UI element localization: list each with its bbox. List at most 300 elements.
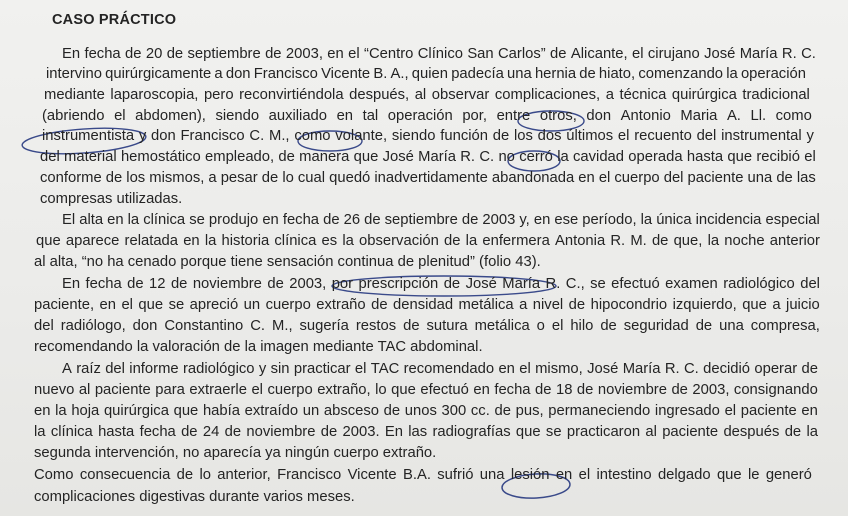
word: extraño, bbox=[317, 382, 371, 398]
word: le bbox=[747, 467, 760, 483]
word: no bbox=[498, 149, 515, 165]
text-line: recomendando la valoración de la imagen mediante TAC abdominal. bbox=[34, 339, 483, 355]
text-line bbox=[62, 359, 818, 379]
word: en bbox=[107, 212, 124, 228]
word: había bbox=[202, 403, 240, 419]
word: en bbox=[533, 212, 551, 228]
word: de bbox=[166, 46, 184, 62]
word: Antonio bbox=[620, 108, 671, 124]
word: absceso bbox=[323, 403, 380, 419]
word: conforme bbox=[40, 170, 102, 186]
word: de bbox=[125, 46, 142, 62]
text-line bbox=[42, 106, 812, 126]
word: densidad bbox=[393, 297, 454, 313]
word: hiato, bbox=[598, 66, 636, 82]
word: que bbox=[391, 382, 416, 398]
word: material bbox=[64, 149, 117, 165]
word: inadvertidamente bbox=[374, 170, 488, 186]
word: cual bbox=[297, 170, 326, 186]
word: mismo, bbox=[535, 361, 583, 377]
word: reconvirtiéndola bbox=[239, 87, 344, 103]
word: del bbox=[105, 361, 125, 377]
word: pesar bbox=[220, 170, 258, 186]
word: que bbox=[716, 467, 742, 483]
word: de bbox=[127, 276, 144, 292]
word: tal bbox=[362, 108, 379, 124]
document-title: CASO PRÁCTICO bbox=[52, 12, 177, 28]
word: después, bbox=[349, 87, 410, 103]
word: cuerpo bbox=[267, 382, 313, 398]
word: paciente bbox=[662, 424, 719, 440]
word: en bbox=[498, 361, 515, 377]
word: la bbox=[342, 233, 354, 249]
word: especial bbox=[765, 212, 820, 228]
word: C. bbox=[249, 128, 265, 144]
word: a bbox=[519, 297, 528, 313]
word: Clínico bbox=[417, 46, 463, 62]
word: de bbox=[383, 403, 401, 419]
word: operación bbox=[387, 108, 453, 124]
word: y bbox=[138, 128, 147, 144]
word: de bbox=[461, 212, 479, 228]
word: A., bbox=[390, 66, 409, 82]
word: una bbox=[507, 66, 532, 82]
word: dos bbox=[537, 128, 562, 144]
word: clínica bbox=[50, 424, 93, 440]
word: clínica bbox=[274, 233, 317, 249]
word: de bbox=[320, 424, 338, 440]
word: radiológico bbox=[723, 276, 795, 292]
word: observación bbox=[359, 233, 439, 249]
word: TAC bbox=[370, 361, 400, 377]
text-line bbox=[34, 316, 820, 336]
word: C. bbox=[801, 46, 816, 62]
word: Maria bbox=[680, 108, 718, 124]
word: 12 bbox=[149, 276, 166, 292]
word: o bbox=[536, 318, 545, 334]
word: del bbox=[800, 276, 820, 292]
word: R. bbox=[664, 361, 680, 377]
word: nuevo bbox=[34, 382, 75, 398]
word: por, bbox=[462, 108, 488, 124]
word: el bbox=[632, 46, 644, 62]
word: 2003, bbox=[285, 46, 323, 62]
word: noche bbox=[724, 233, 765, 249]
text-line bbox=[62, 44, 816, 64]
word: radiografías bbox=[432, 424, 511, 440]
word: noviembre bbox=[192, 276, 262, 292]
word: instrumental bbox=[721, 128, 802, 144]
word: C. bbox=[250, 318, 266, 334]
word: función bbox=[440, 128, 488, 144]
word: Francisco bbox=[277, 467, 342, 483]
word: recibió bbox=[756, 149, 800, 165]
word: anterior, bbox=[217, 467, 271, 483]
word: Constantino bbox=[164, 318, 244, 334]
word: el bbox=[114, 108, 126, 124]
text-line bbox=[46, 64, 806, 84]
text-line bbox=[36, 231, 820, 251]
word: “Centro bbox=[364, 46, 414, 62]
word: don bbox=[225, 66, 251, 82]
word: En bbox=[384, 424, 403, 440]
word: noviembre bbox=[597, 382, 667, 398]
word: única bbox=[656, 212, 692, 228]
word: instrumentista bbox=[42, 128, 135, 144]
word: que bbox=[353, 149, 379, 165]
word: A bbox=[62, 361, 72, 377]
word: raíz bbox=[76, 361, 101, 377]
word: la bbox=[127, 212, 140, 228]
word: a bbox=[605, 87, 614, 103]
word: fecha bbox=[494, 382, 531, 398]
word: de bbox=[671, 382, 688, 398]
word: de bbox=[224, 424, 242, 440]
word: y, bbox=[519, 212, 530, 228]
word: pero bbox=[203, 87, 234, 103]
word: María bbox=[622, 361, 661, 377]
word: a bbox=[772, 297, 781, 313]
word: que bbox=[138, 297, 164, 313]
word: 2003. bbox=[342, 424, 380, 440]
word: el bbox=[251, 382, 263, 398]
word: las bbox=[796, 170, 816, 186]
word: de bbox=[403, 318, 420, 334]
word: relatada bbox=[124, 233, 179, 249]
word: la bbox=[557, 149, 569, 165]
word: (abriendo bbox=[42, 108, 105, 124]
word: del bbox=[40, 149, 60, 165]
word: recomendado bbox=[403, 361, 495, 377]
word: izquierdo, bbox=[672, 297, 737, 313]
text-line bbox=[34, 422, 818, 442]
word: generó bbox=[765, 467, 812, 483]
word: el bbox=[519, 361, 531, 377]
word: extraerle bbox=[189, 382, 247, 398]
word: comenzando bbox=[638, 66, 724, 82]
text-line: complicaciones digestivas durante varios meses. bbox=[34, 489, 355, 505]
text-line bbox=[34, 380, 818, 400]
word: de bbox=[278, 149, 295, 165]
word: noviembre bbox=[246, 424, 316, 440]
word: enfermera bbox=[482, 233, 550, 249]
word: como bbox=[294, 128, 331, 144]
word: hasta bbox=[98, 424, 135, 440]
word: mediante bbox=[44, 87, 105, 103]
word: consecuencia bbox=[79, 467, 171, 483]
word: M., bbox=[272, 318, 293, 334]
word: para bbox=[155, 382, 185, 398]
word: Francisco bbox=[253, 66, 318, 82]
word: C. bbox=[684, 361, 699, 377]
word: es bbox=[321, 233, 338, 249]
word: de bbox=[492, 128, 510, 144]
word: R. bbox=[460, 149, 476, 165]
word: entre bbox=[496, 108, 531, 124]
word: abdomen), bbox=[135, 108, 206, 124]
word: En bbox=[62, 276, 81, 292]
text-line bbox=[42, 126, 814, 146]
text-line bbox=[40, 168, 816, 188]
word: 300 bbox=[441, 403, 467, 419]
word: en bbox=[262, 212, 279, 228]
word: C. bbox=[479, 149, 495, 165]
text-line: compresas utilizadas. bbox=[40, 191, 183, 207]
word: Ll. bbox=[750, 108, 767, 124]
word: recuento bbox=[634, 128, 692, 144]
word: de bbox=[579, 66, 596, 82]
word: R. bbox=[545, 276, 561, 292]
word: el bbox=[551, 318, 564, 334]
word: historia bbox=[221, 233, 270, 249]
word: ingresado bbox=[654, 403, 720, 419]
word: de bbox=[695, 318, 713, 334]
word: una bbox=[719, 318, 744, 334]
word: y bbox=[258, 361, 267, 377]
word: en bbox=[555, 467, 573, 483]
word: la bbox=[55, 403, 67, 419]
word: el bbox=[598, 170, 611, 186]
word: María bbox=[418, 149, 456, 165]
word: paciente bbox=[687, 170, 744, 186]
word: en bbox=[336, 108, 354, 124]
word: el bbox=[348, 46, 360, 62]
word: manera bbox=[299, 149, 350, 165]
word: de bbox=[323, 212, 340, 228]
word: radiológico bbox=[182, 361, 255, 377]
word: los bbox=[126, 170, 146, 186]
word: Francisco bbox=[180, 128, 245, 144]
text-line: segunda intervención, no aparecía ya ningún cuerpo extraño. bbox=[34, 445, 437, 461]
word: al bbox=[78, 382, 91, 398]
word: intestino bbox=[596, 467, 652, 483]
word: los bbox=[513, 128, 533, 144]
word: padecía bbox=[451, 66, 504, 82]
word: lo bbox=[282, 170, 294, 186]
word: ese bbox=[554, 212, 579, 228]
word: El bbox=[62, 212, 76, 228]
word: 18 bbox=[555, 382, 573, 398]
word: de bbox=[801, 361, 818, 377]
word: de bbox=[776, 170, 793, 186]
word: de bbox=[371, 297, 388, 313]
word: M., bbox=[269, 128, 290, 144]
word: últimos bbox=[566, 128, 614, 144]
word: el bbox=[578, 467, 591, 483]
word: informe bbox=[129, 361, 179, 377]
word: el bbox=[121, 297, 133, 313]
word: radiólogo, bbox=[60, 318, 126, 334]
word: pus, bbox=[515, 403, 544, 419]
word: y bbox=[806, 128, 814, 144]
word: de bbox=[265, 46, 282, 62]
word: después bbox=[723, 424, 780, 440]
word: la bbox=[465, 233, 478, 249]
word: de bbox=[444, 233, 461, 249]
word: que bbox=[515, 424, 541, 440]
word: restos bbox=[355, 318, 397, 334]
word: otros, bbox=[539, 108, 577, 124]
word: examen bbox=[665, 276, 718, 292]
word: C., bbox=[565, 276, 585, 292]
word: de bbox=[535, 382, 552, 398]
word: el bbox=[804, 149, 816, 165]
text-line bbox=[34, 401, 818, 421]
word: del bbox=[663, 170, 684, 186]
word: sutura bbox=[426, 318, 468, 334]
word: septiembre bbox=[187, 46, 261, 62]
word: observar bbox=[431, 87, 490, 103]
word: don bbox=[151, 128, 176, 144]
word: R. bbox=[781, 46, 797, 62]
word: se bbox=[168, 297, 185, 313]
word: empleado, bbox=[205, 149, 275, 165]
word: anterior bbox=[769, 233, 820, 249]
word: la bbox=[34, 424, 46, 440]
word: B.A. bbox=[402, 467, 431, 483]
word: sugería bbox=[299, 318, 349, 334]
word: incidencia bbox=[695, 212, 762, 228]
word: practicaron bbox=[566, 424, 641, 440]
word: en bbox=[473, 382, 490, 398]
word: fecha bbox=[139, 424, 176, 440]
word: un bbox=[302, 403, 320, 419]
word: cc. bbox=[470, 403, 490, 419]
word: Alicante, bbox=[570, 46, 628, 62]
word: de bbox=[651, 233, 669, 249]
word: 24 bbox=[202, 424, 220, 440]
word: del bbox=[34, 318, 54, 334]
word: que bbox=[173, 403, 199, 419]
word: operación bbox=[740, 66, 806, 82]
word: la bbox=[204, 233, 217, 249]
word: que bbox=[742, 297, 767, 313]
word: al bbox=[414, 87, 427, 103]
word: una bbox=[479, 467, 505, 483]
word: de bbox=[576, 382, 594, 398]
word: José bbox=[587, 361, 619, 377]
word: septiembre bbox=[384, 212, 458, 228]
word: José bbox=[465, 276, 497, 292]
word: apreció bbox=[189, 297, 239, 313]
word: volante, bbox=[335, 128, 388, 144]
word: José bbox=[382, 149, 414, 165]
word: metálica bbox=[458, 297, 514, 313]
word: consignando bbox=[733, 382, 818, 398]
word: Vicente bbox=[347, 467, 397, 483]
word: hemostático bbox=[120, 149, 201, 165]
word: la bbox=[707, 233, 720, 249]
word: practicar bbox=[293, 361, 351, 377]
word: que bbox=[727, 149, 753, 165]
word: quedó bbox=[329, 170, 371, 186]
word: lesión bbox=[510, 467, 550, 483]
word: a bbox=[208, 170, 217, 186]
word: Vicente bbox=[321, 66, 371, 82]
word: el bbox=[724, 403, 737, 419]
text-line bbox=[34, 465, 812, 485]
word: se bbox=[545, 424, 562, 440]
word: en bbox=[34, 403, 51, 419]
word: la bbox=[806, 424, 818, 440]
word: cirujano bbox=[647, 46, 700, 62]
word: sin bbox=[270, 361, 290, 377]
word: lo bbox=[199, 467, 211, 483]
word: las bbox=[408, 424, 428, 440]
word: complicaciones, bbox=[494, 87, 601, 103]
word: de bbox=[784, 424, 802, 440]
word: una bbox=[747, 170, 773, 186]
word: de bbox=[176, 467, 194, 483]
word: cuerpo bbox=[614, 170, 660, 186]
word: 20 bbox=[145, 46, 163, 62]
word: 2003 bbox=[482, 212, 516, 228]
word: de bbox=[550, 46, 567, 62]
word: quirúrgica bbox=[671, 87, 737, 103]
word: mismos, bbox=[149, 170, 205, 186]
word: paciente bbox=[740, 403, 797, 419]
word: de bbox=[600, 318, 617, 334]
word: 2003, bbox=[289, 276, 327, 292]
word: que bbox=[36, 233, 61, 249]
word: la bbox=[640, 212, 653, 228]
word: fecha bbox=[282, 212, 320, 228]
word: como bbox=[775, 108, 812, 124]
word: cuerpo bbox=[265, 297, 311, 313]
word: operada bbox=[628, 149, 683, 165]
word: En bbox=[62, 46, 81, 62]
word: quirúrgica bbox=[103, 403, 169, 419]
word: sufrió bbox=[437, 467, 474, 483]
word: paciente, bbox=[34, 297, 95, 313]
word: del bbox=[696, 128, 717, 144]
word: metálica bbox=[474, 318, 530, 334]
word: cerró bbox=[519, 149, 553, 165]
word: hernia bbox=[534, 66, 577, 82]
word: R. bbox=[610, 233, 626, 249]
word: hasta bbox=[686, 149, 724, 165]
word: a bbox=[214, 66, 223, 82]
word: efectuó bbox=[611, 276, 660, 292]
word: en bbox=[183, 233, 200, 249]
text-line bbox=[40, 147, 816, 167]
word: de bbox=[443, 276, 461, 292]
word: Como bbox=[34, 467, 74, 483]
word: de bbox=[170, 276, 188, 292]
word: siendo bbox=[391, 128, 436, 144]
word: tradicional bbox=[742, 87, 810, 103]
word: aparece bbox=[65, 233, 120, 249]
word: decidió bbox=[703, 361, 751, 377]
word: fecha bbox=[84, 46, 121, 62]
word: alta bbox=[79, 212, 104, 228]
word: Antonia bbox=[554, 233, 606, 249]
word: hilo bbox=[570, 318, 594, 334]
word: prescripción bbox=[358, 276, 439, 292]
word: nivel bbox=[532, 297, 564, 313]
word: en bbox=[327, 46, 344, 62]
word: 26 bbox=[343, 212, 361, 228]
word: un bbox=[243, 297, 261, 313]
word: compresa, bbox=[750, 318, 820, 334]
word: el bbox=[617, 128, 630, 144]
word: juicio bbox=[786, 297, 820, 313]
word: la bbox=[726, 66, 738, 82]
word: se bbox=[189, 212, 205, 228]
word: hipocondrio bbox=[590, 297, 668, 313]
word: María bbox=[739, 46, 778, 62]
word: el bbox=[354, 361, 367, 377]
